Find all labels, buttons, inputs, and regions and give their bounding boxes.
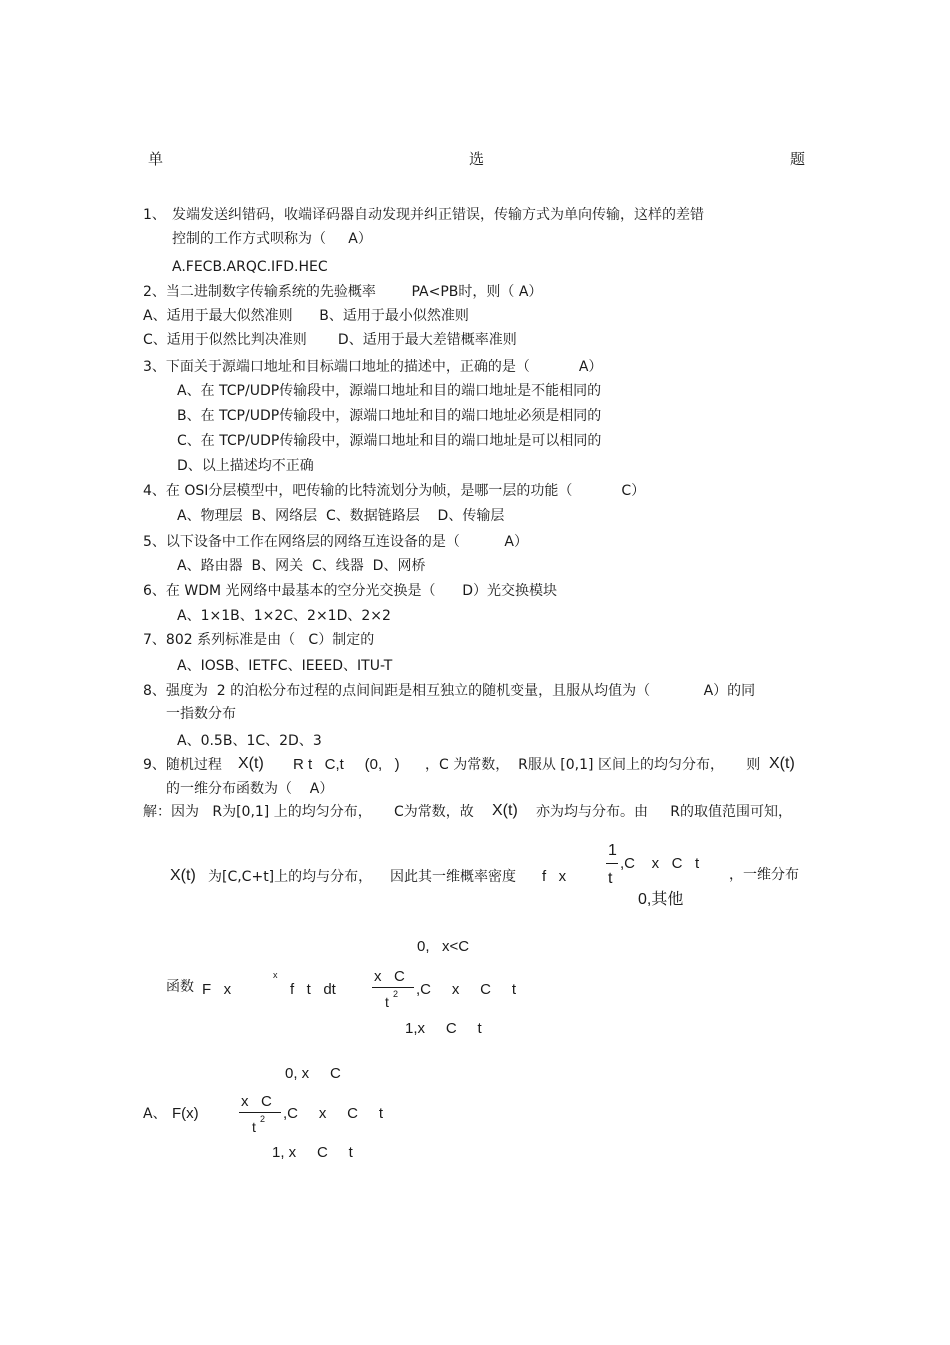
cdf-denominator-exponent: 2 — [393, 989, 399, 999]
answer-a-numerator: x C — [241, 1093, 272, 1110]
solution-line2-b: ，一维分布 — [729, 867, 799, 883]
answer-a-piece-1: 0, x C — [285, 1065, 341, 1082]
density-case-otherwise: 0,其他 — [638, 891, 684, 908]
density-denominator: t — [608, 870, 613, 887]
solution-line2-xt: X(t) — [170, 867, 196, 884]
q9-stem-mid: ，C 为常数， R服从 [0,1] 区间上的均匀分布， 则 — [425, 757, 761, 773]
density-fraction-bar — [606, 863, 618, 864]
cdf-fraction-bar — [372, 987, 414, 988]
q8-options: A、0.5B、1C、2D、3 — [177, 733, 322, 749]
q5-options: A、路由器 B、网关 C、线器 D、网桥 — [177, 558, 426, 574]
answer-a-piece-3: 1, x C t — [272, 1144, 353, 1161]
density-f-label: f x — [542, 868, 567, 885]
answer-a-denominator-exponent: 2 — [260, 1114, 266, 1124]
q3-option-d: D、以上描述均不正确 — [177, 458, 314, 474]
answer-a-fraction-bar — [239, 1112, 281, 1113]
q3-stem: 3、下面关于源端口地址和目标端口地址的描述中，正确的是（ A） — [143, 359, 603, 375]
q6-options: A、1×1B、1×2C、2×1D、2×2 — [177, 608, 391, 624]
cdf-function-label: 函数 — [166, 979, 194, 995]
answer-a-piece-2: ,C x C t — [283, 1105, 384, 1122]
q9-stem-line2: 的一维分布函数为（ A） — [166, 781, 334, 797]
q7-options: A、IOSB、IETFC、IEEED、ITU-T — [177, 658, 393, 674]
q5-stem: 5、以下设备中工作在网络层的网络互连设备的是（ A） — [143, 534, 528, 550]
density-numerator: 1 — [608, 842, 617, 859]
title-char-1: 单 — [148, 150, 164, 168]
q9-process-formula: R t C,t (0, ) — [293, 756, 400, 773]
q3-option-c: C、在 TCP/UDP传输段中，源端口地址和目的端口地址是可以相同的 — [177, 433, 602, 449]
cdf-piece-3: 1,x C t — [405, 1020, 482, 1037]
solution-line1-b: 亦为均与分布。由 R的取值范围可知， — [536, 804, 792, 820]
q9-process-xt: X(t) — [238, 755, 264, 772]
q1-options: A.FECB.ARQC.IFD.HEC — [172, 259, 328, 275]
answer-a-label: A、 — [143, 1106, 167, 1122]
answer-a-F: F(x) — [172, 1105, 199, 1122]
cdf-denominator: t — [385, 994, 389, 1010]
q8-stem-line2: 一指数分布 — [166, 706, 236, 722]
cdf-numerator: x C — [374, 968, 405, 985]
q6-stem: 6、在 WDM 光网络中最基本的空分光交换是（ D）光交换模块 — [143, 583, 557, 599]
cdf-integral-upper: x — [273, 970, 278, 980]
solution-line2-a: 为[C,C+t]上的均与分布， 因此其一维概率密度 — [208, 869, 516, 885]
solution-line1-a: 解：因为 R为[0,1] 上的均匀分布， C为常数，故 — [143, 804, 474, 820]
q9-process-xt-2: X(t) — [769, 755, 795, 772]
cdf-integral-body: f t dt — [290, 981, 336, 998]
q2-options-cd: C、适用于似然比判决准则 D、适用于最大差错概率准则 — [143, 332, 517, 348]
q4-stem: 4、在 OSI分层模型中，吧传输的比特流划分为帧，是哪一层的功能（ C） — [143, 483, 646, 499]
q8-stem: 8、强度为 2 的泊松分布过程的点间间距是相互独立的随机变量，且服从均值为（ A）的同 — [143, 683, 756, 699]
q7-stem: 7、802 系列标准是由（ C）制定的 — [143, 632, 375, 648]
cdf-piece-1: 0, x<C — [417, 938, 470, 955]
q4-options: A、物理层 B、网络层 C、数据链路层 D、传输层 — [177, 508, 505, 524]
title-char-3: 题 — [790, 150, 806, 168]
q2-stem: 2、当二进制数字传输系统的先验概率 PA<PB时，则（ A） — [143, 284, 543, 300]
title-char-2: 选 — [469, 150, 485, 168]
answer-a-denominator: t — [252, 1119, 256, 1135]
q3-option-b: B、在 TCP/UDP传输段中，源端口地址和目的端口地址必须是相同的 — [177, 408, 602, 424]
q9-stem-start: 9、随机过程 — [143, 757, 222, 773]
q1-stem-line2: 控制的工作方式呗称为（ A） — [172, 231, 372, 247]
q1-stem-line1: 发端发送纠错码，收端译码器自动发现并纠正错误，传输方式为单向传输，这样的差错 — [172, 207, 704, 223]
q1-number: 1、 — [143, 207, 166, 223]
q2-options-ab: A、适用于最大似然准则 B、适用于最小似然准则 — [143, 308, 469, 324]
cdf-piece-2: ,C x C t — [416, 981, 517, 998]
density-case-1: ,C x C t — [620, 855, 700, 872]
solution-xt: X(t) — [492, 802, 518, 819]
cdf-F-label: F x — [202, 981, 232, 998]
q3-option-a: A、在 TCP/UDP传输段中，源端口地址和目的端口地址是不能相同的 — [177, 383, 602, 399]
